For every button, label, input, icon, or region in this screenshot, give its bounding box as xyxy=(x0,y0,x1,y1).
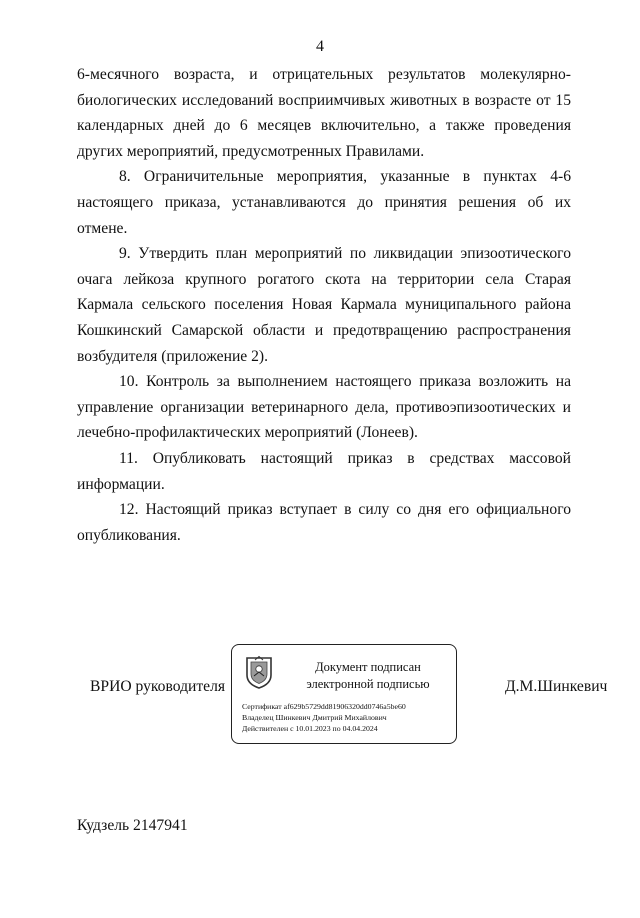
signer-name: Д.М.Шинкевич xyxy=(505,678,608,695)
signer-position: ВРИО руководителя xyxy=(90,678,226,695)
stamp-owner: Владелец Шинкевич Дмитрий Михайлович xyxy=(242,713,387,722)
paragraph-item-10: 10. Контроль за выполнением настоящего приказа возложить на управление организации ветеринарного дела, противоэпизоотических и лечебно-профилактических мероприятий (Лонеев). xyxy=(77,373,571,442)
paragraph-item-8: 8. Ограничительные мероприятия, указанные в пунктах 4-6 настоящего приказа, устанавливаются до принятия решения об их отмене. xyxy=(77,168,571,237)
coat-of-arms-icon xyxy=(245,655,273,689)
stamp-heading-line1: Документ подписан xyxy=(315,660,421,674)
paragraph-continuation: 6-месячного возраста, и отрицательных результатов молекулярно-биологических исследований восприимчивых животных в возрасте от 15 календарных дней до 6 месяцев включительно, а также проведения других мероприятий, предусмотренных Правилами. xyxy=(77,66,571,160)
page-number: 4 xyxy=(316,38,324,55)
stamp-heading-line2: электронной подписью xyxy=(306,677,430,691)
stamp-certificate: Сертификат af629b5729dd81906320dd0746a5be60 xyxy=(242,702,406,711)
signature-block xyxy=(0,640,640,760)
stamp-heading xyxy=(286,659,450,693)
paragraph-item-11: 11. Опубликовать настоящий приказ в средствах массовой информации. xyxy=(77,449,571,493)
stamp-validity: Действителен с 10.01.2023 по 04.04.2024 xyxy=(242,724,378,733)
stamp-details xyxy=(242,701,454,734)
electronic-signature-stamp xyxy=(231,644,457,744)
paragraph-item-9: 9. Утвердить план мероприятий по ликвидации эпизоотического очага лейкоза крупного рогатого скота на территории села Старая Кармала сельского поселения Новая Кармала муниципального района Кошкинский Самарской области и предотвращению распространения возбудителя (приложение 2). xyxy=(77,245,571,365)
paragraph-item-12: 12. Настоящий приказ вступает в силу со дня его официального опубликования. xyxy=(77,501,571,544)
document-author: Кудзель 2147941 xyxy=(77,817,188,834)
document-body xyxy=(77,62,571,548)
